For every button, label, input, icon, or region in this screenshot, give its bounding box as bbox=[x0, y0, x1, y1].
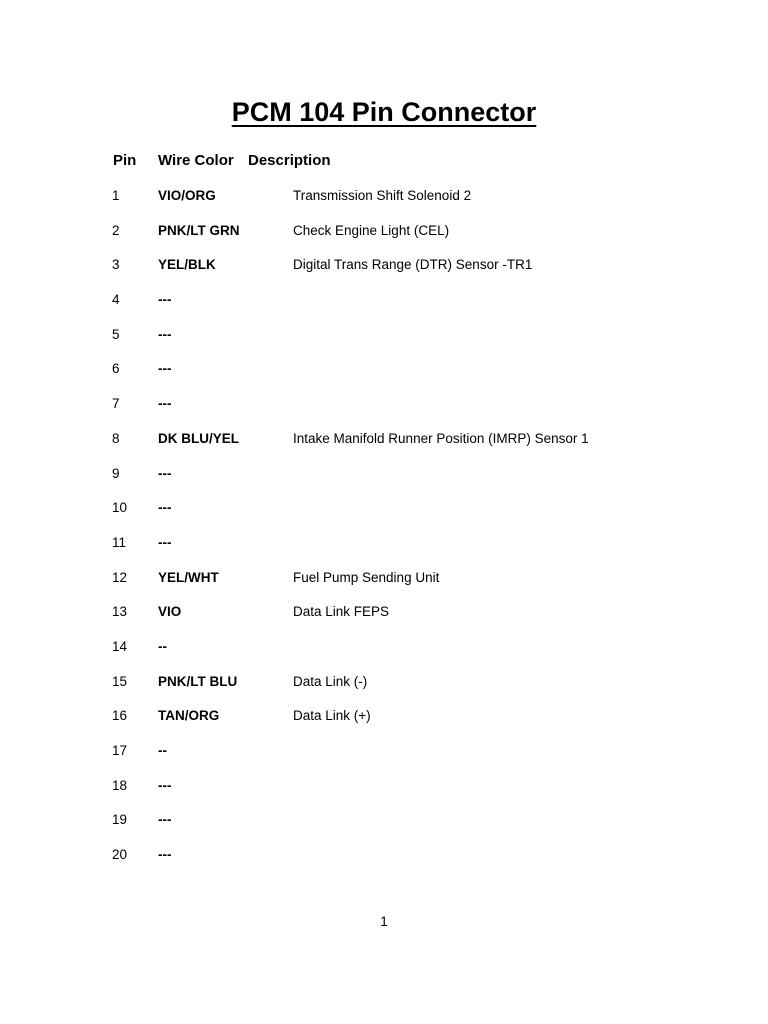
wire-color: VIO/ORG bbox=[158, 188, 216, 203]
wire-color: --- bbox=[158, 292, 172, 308]
pin-number: 2 bbox=[112, 222, 120, 238]
pin-description: Fuel Pump Sending Unit bbox=[293, 569, 440, 585]
table-row bbox=[0, 221, 768, 256]
pin-number: 15 bbox=[112, 673, 128, 689]
pin-number: 19 bbox=[112, 812, 128, 828]
wire-color: DK BLU/YEL bbox=[158, 430, 239, 446]
wire-color: TAN/ORG bbox=[158, 708, 220, 724]
table-row bbox=[0, 498, 768, 533]
table-row bbox=[0, 290, 768, 325]
wire-color: PNK/LT GRN bbox=[158, 222, 240, 238]
wire-color: --- bbox=[158, 500, 172, 516]
wire-color: YEL/BLK bbox=[158, 257, 216, 273]
table-row bbox=[0, 533, 768, 568]
table-row bbox=[0, 637, 768, 672]
wire-color: --- bbox=[158, 812, 172, 828]
wire-color: --- bbox=[158, 534, 172, 550]
pin-description: Digital Trans Range (DTR) Sensor -TR1 bbox=[293, 257, 533, 273]
pin-number: 4 bbox=[112, 292, 120, 308]
pin-number: 20 bbox=[112, 847, 128, 863]
table-row bbox=[0, 672, 768, 707]
pin-description: Data Link FEPS bbox=[293, 604, 390, 620]
table-row bbox=[0, 810, 768, 845]
wire-color: --- bbox=[158, 326, 172, 342]
table-row bbox=[0, 776, 768, 811]
pin-number: 18 bbox=[112, 777, 128, 793]
pin-number: 14 bbox=[112, 638, 128, 654]
wire-color: --- bbox=[158, 847, 172, 863]
pin-number: 11 bbox=[112, 534, 127, 550]
wire-color: --- bbox=[158, 361, 172, 377]
pin-number: 8 bbox=[112, 430, 120, 446]
wire-color: -- bbox=[158, 638, 167, 654]
table-row bbox=[0, 186, 768, 221]
pin-table bbox=[0, 186, 768, 880]
pin-number: 1 bbox=[112, 188, 120, 203]
wire-color: --- bbox=[158, 396, 172, 412]
pin-number: 3 bbox=[112, 257, 120, 273]
wire-color-column-header: Wire Color bbox=[158, 152, 234, 169]
pin-number: 7 bbox=[112, 396, 120, 412]
wire-color: VIO bbox=[158, 604, 182, 620]
wire-color: --- bbox=[158, 777, 172, 793]
pin-description: Transmission Shift Solenoid 2 bbox=[293, 188, 472, 203]
wire-color: PNK/LT BLU bbox=[158, 673, 238, 689]
table-row bbox=[0, 255, 768, 290]
pin-number: 13 bbox=[112, 604, 128, 620]
pin-number: 6 bbox=[112, 361, 120, 377]
table-row bbox=[0, 359, 768, 394]
wire-color: YEL/WHT bbox=[158, 569, 219, 585]
pin-number: 17 bbox=[112, 743, 128, 758]
table-row bbox=[0, 845, 768, 880]
pin-column-header: Pin bbox=[113, 152, 137, 169]
table-row bbox=[0, 741, 768, 776]
table-row bbox=[0, 602, 768, 637]
table-row bbox=[0, 325, 768, 360]
pin-description: Intake Manifold Runner Position (IMRP) Sensor 1 bbox=[293, 430, 589, 446]
table-row bbox=[0, 706, 768, 741]
table-row bbox=[0, 568, 768, 603]
pin-number: 10 bbox=[112, 500, 128, 516]
pin-description: Check Engine Light (CEL) bbox=[293, 222, 450, 238]
pin-description: Data Link (-) bbox=[293, 673, 368, 689]
description-column-header: Description bbox=[248, 152, 331, 169]
wire-color: --- bbox=[158, 465, 172, 481]
table-row bbox=[0, 429, 768, 464]
pin-number: 12 bbox=[112, 569, 128, 585]
page-number: 1 bbox=[380, 914, 388, 929]
wire-color: -- bbox=[158, 743, 167, 758]
table-row bbox=[0, 394, 768, 429]
pin-number: 9 bbox=[112, 465, 120, 481]
pin-number: 16 bbox=[112, 708, 128, 724]
page-title: PCM 104 Pin Connector bbox=[231, 97, 537, 127]
table-header bbox=[0, 151, 768, 171]
pin-description: Data Link (+) bbox=[293, 708, 371, 724]
pin-number: 5 bbox=[112, 326, 120, 342]
table-row bbox=[0, 464, 768, 499]
